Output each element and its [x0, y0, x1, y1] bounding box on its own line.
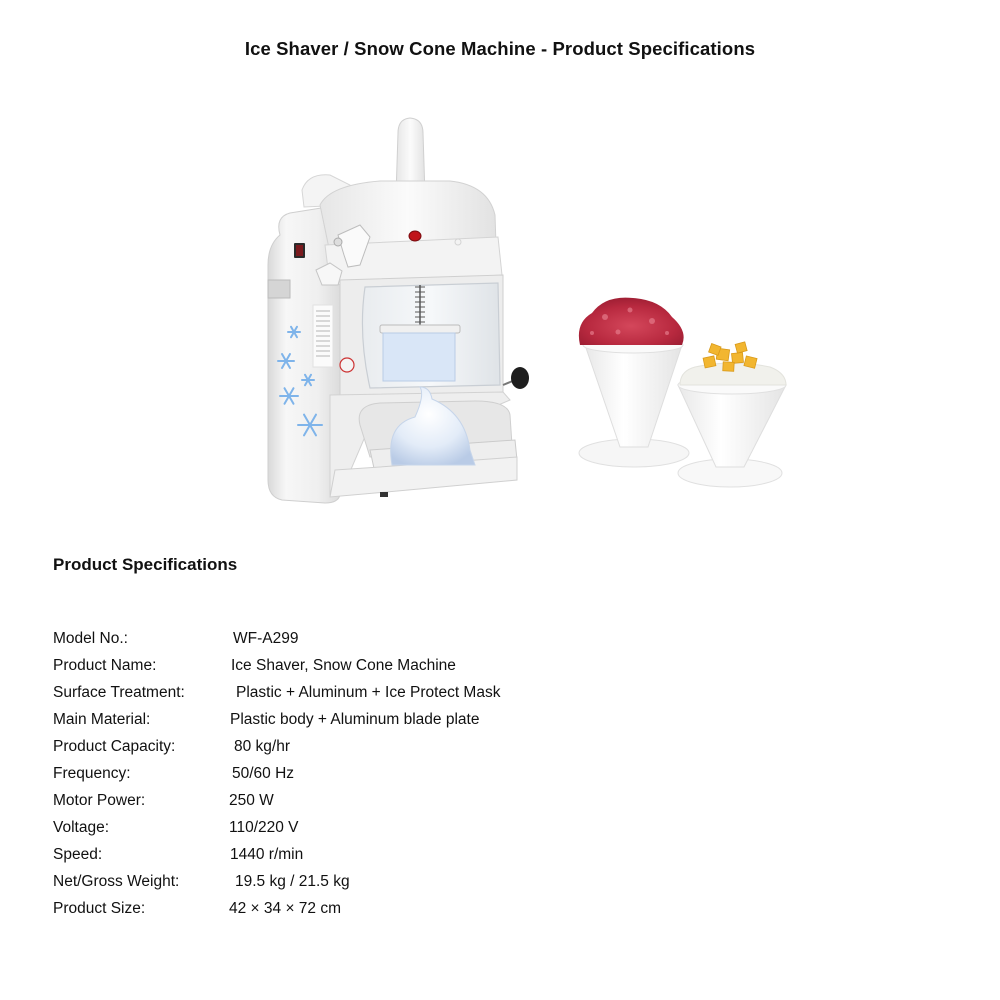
mango-cubes: [703, 342, 757, 371]
snow-cone-cups: [579, 298, 786, 487]
page-title: Ice Shaver / Snow Cone Machine - Product Specifications: [244, 38, 756, 59]
spec-value: 110/220 V: [229, 819, 299, 836]
spec-label: Net/Gross Weight:: [53, 873, 180, 890]
spec-label: Frequency:: [53, 765, 131, 782]
spec-label: Surface Treatment:: [53, 684, 185, 701]
spec-label: Product Name:: [53, 657, 157, 674]
spec-label: Motor Power:: [53, 792, 146, 809]
product-image: [220, 95, 810, 535]
spec-value: 1440 r/min: [230, 846, 304, 863]
spec-value: Plastic + Aluminum + Ice Protect Mask: [236, 684, 501, 701]
spec-value: 50/60 Hz: [232, 765, 295, 782]
spec-value: 80 kg/hr: [234, 738, 291, 755]
spec-label: Product Capacity:: [53, 738, 176, 755]
indicator-light: [409, 231, 421, 241]
spec-value: 42 × 34 × 72 cm: [229, 900, 342, 917]
adjustment-knob: [511, 367, 529, 389]
spec-label: Voltage:: [53, 819, 110, 836]
spec-label: Model No.:: [53, 630, 128, 647]
specifications-heading: Product Specifications: [53, 555, 238, 574]
spec-value: WF-A299: [233, 630, 299, 647]
spec-value: Ice Shaver, Snow Cone Machine: [231, 657, 456, 674]
spec-value: 19.5 kg / 21.5 kg: [235, 873, 350, 890]
berry-shaved-ice: [579, 298, 684, 345]
spec-label: Speed:: [53, 846, 103, 863]
spec-value: Plastic body + Aluminum blade plate: [230, 711, 480, 728]
ice-shaver-machine: [268, 118, 529, 503]
spec-label: Product Size:: [53, 900, 146, 917]
spec-value: 250 W: [229, 792, 274, 809]
spec-label: Main Material:: [53, 711, 151, 728]
